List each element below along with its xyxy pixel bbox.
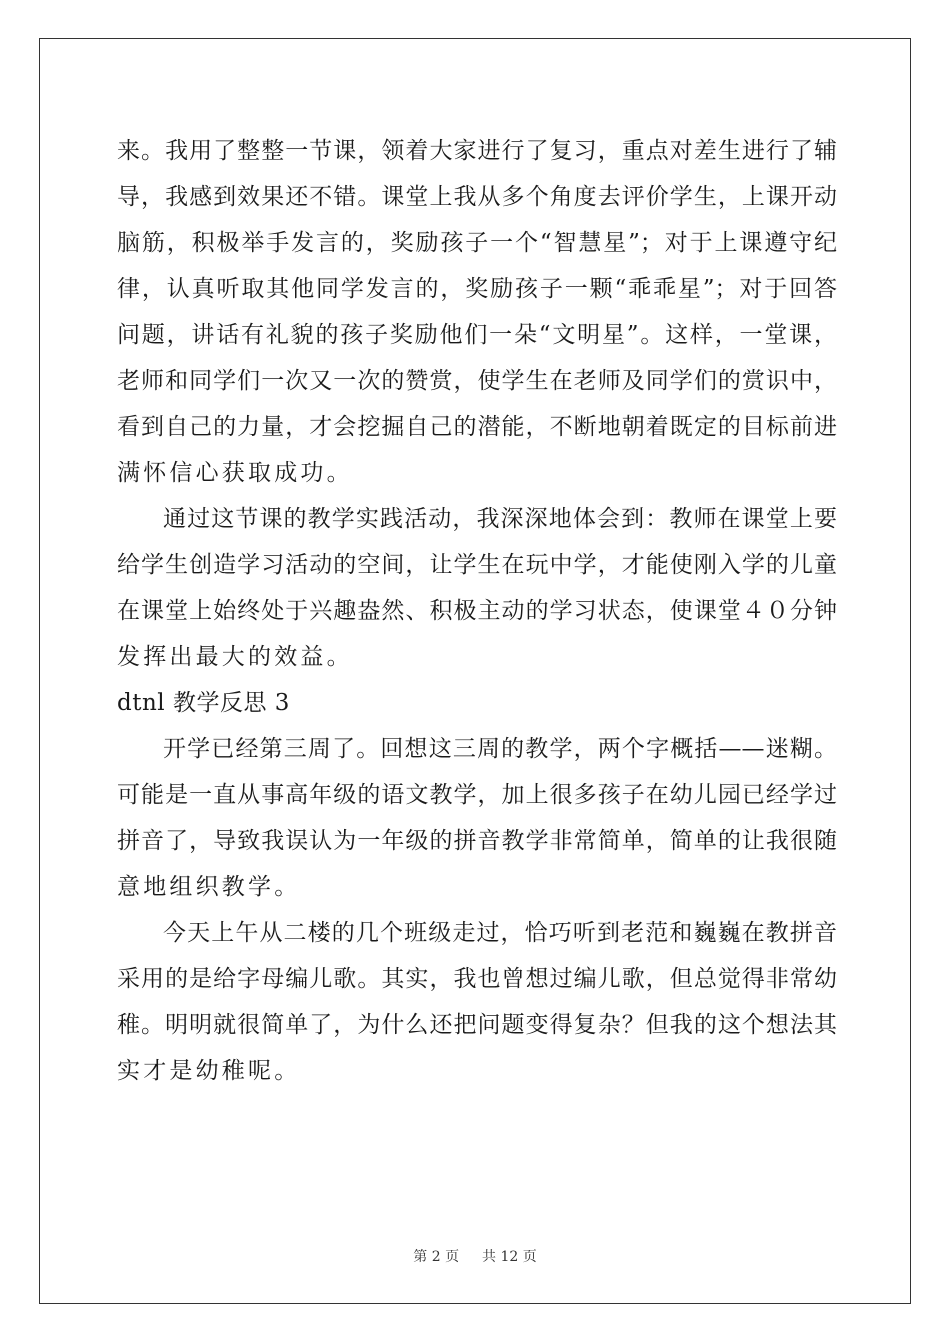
text-line: 稚。明明就很简单了，为什么还把问题变得复杂？但我的这个想法其 (117, 1012, 837, 1038)
section-heading: dtnl 教学反思 3 (117, 690, 290, 716)
page-footer (0, 1246, 950, 1266)
text-line: 可能是一直从事高年级的语文教学，加上很多孩子在幼儿园已经学过 (117, 782, 837, 808)
text-line: 拼音了，导致我误认为一年级的拼音教学非常简单，简单的让我很随 (117, 828, 837, 854)
text-line: 看到自己的力量，才会挖掘自己的潜能，不断地朝着既定的目标前进 (117, 414, 837, 440)
paragraph-first-line: 开学已经第三周了。回想这三周的教学，两个字概括——迷糊。 (163, 736, 837, 762)
text-line: 在课堂上始终处于兴趣盎然、积极主动的学习状态，使课堂４０分钟 (117, 598, 837, 624)
document-body (117, 128, 837, 1094)
text-line: 实才是幼稚呢。 (117, 1058, 301, 1084)
text-line: 脑筋，积极举手发言的，奖励孩子一个“智慧星”；对于上课遵守纪 (117, 230, 837, 256)
page-total: 共 12 页 (482, 1249, 537, 1265)
text-line: 满怀信心获取成功。 (117, 460, 353, 486)
text-line: 给学生创造学习活动的空间，让学生在玩中学，才能使刚入学的儿童 (117, 552, 837, 578)
text-line: 律，认真听取其他同学发言的，奖励孩子一颗“乖乖星”；对于回答 (117, 276, 837, 302)
text-line: 采用的是给字母编儿歌。其实，我也曾想过编儿歌，但总觉得非常幼 (117, 966, 837, 992)
text-line: 老师和同学们一次又一次的赞赏，使学生在老师及同学们的赏识中， (117, 368, 837, 394)
paragraph-first-line: 通过这节课的教学实践活动，我深深地体会到：教师在课堂上要 (163, 506, 837, 532)
page-number: 第 2 页 (413, 1249, 460, 1265)
text-line: 问题，讲话有礼貌的孩子奖励他们一朵“文明星”。这样，一堂课， (117, 322, 837, 348)
text-line: 导，我感到效果还不错。课堂上我从多个角度去评价学生，上课开动 (117, 184, 837, 210)
paragraph-first-line: 今天上午从二楼的几个班级走过，恰巧听到老范和巍巍在教拼音 (163, 920, 837, 946)
text-line: 意地组织教学。 (117, 874, 301, 900)
text-line: 发挥出最大的效益。 (117, 644, 353, 670)
text-line: 来。我用了整整一节课，领着大家进行了复习，重点对差生进行了辅 (117, 138, 837, 164)
